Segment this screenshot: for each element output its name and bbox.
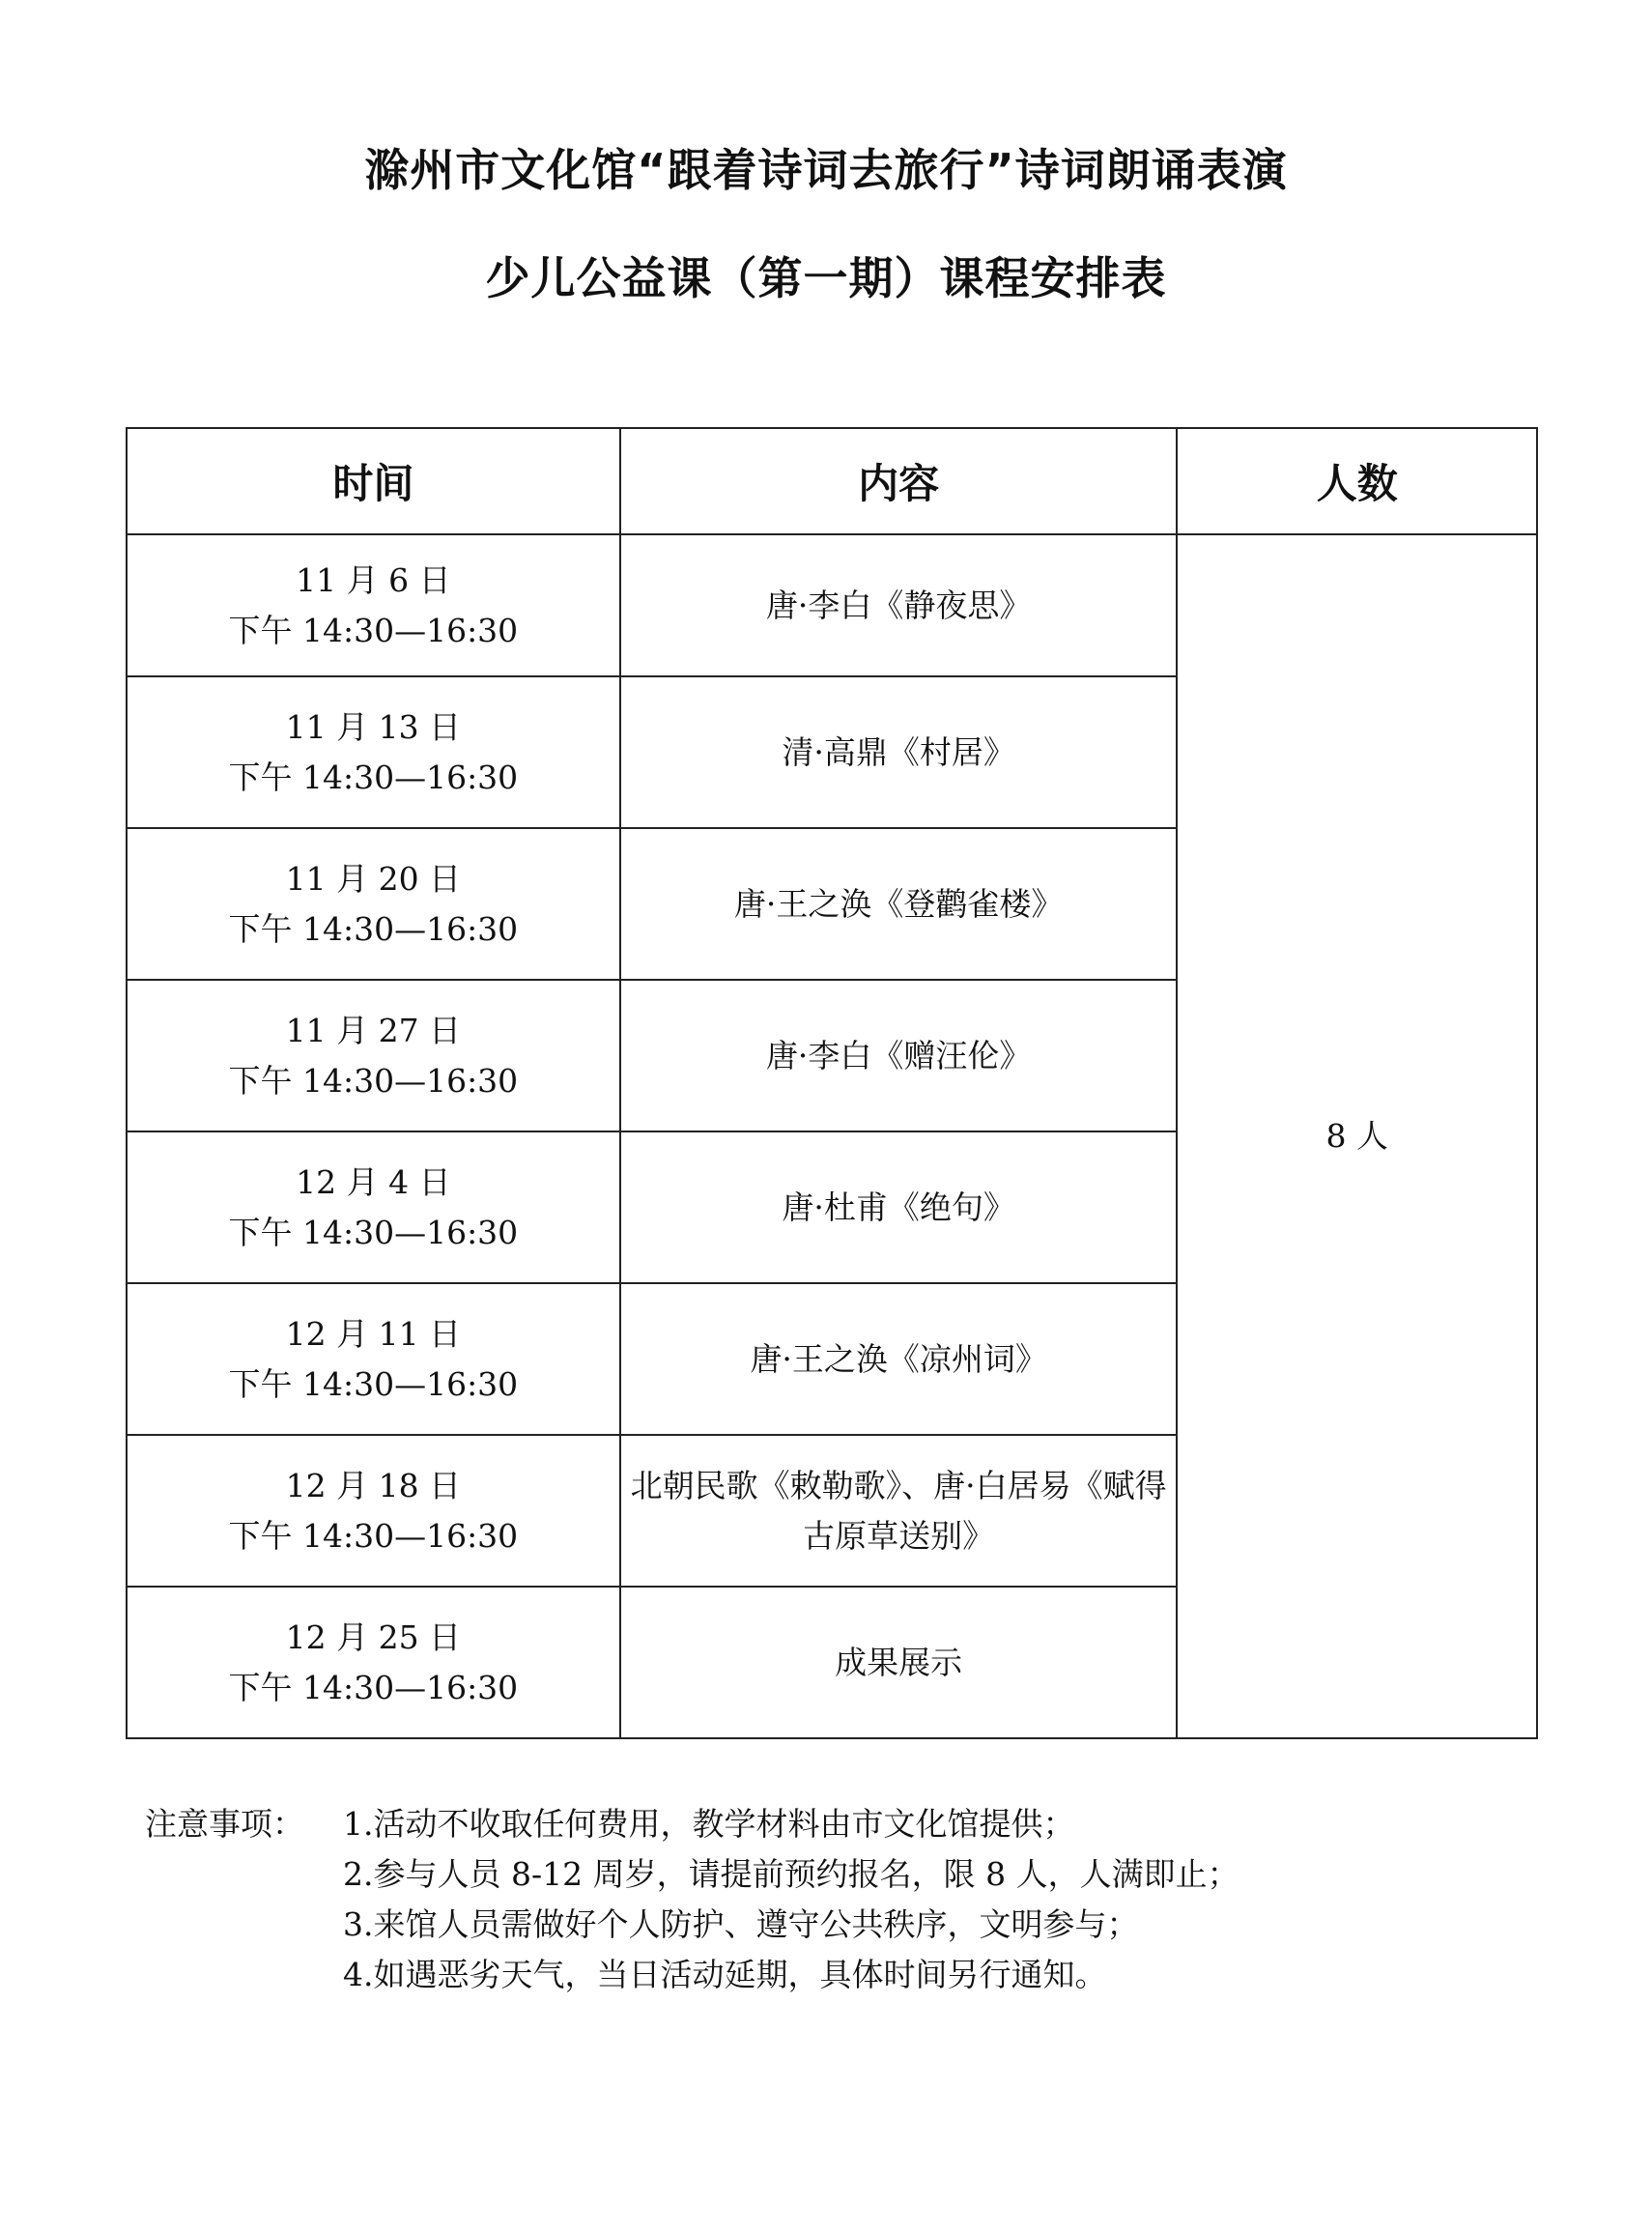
date-text: 11 月 13 日 [285, 708, 462, 747]
time-cell [127, 828, 620, 980]
time-text: 下午 14:30—16:30 [228, 1516, 519, 1555]
header-time: 时间 [127, 428, 620, 534]
note-item [145, 1799, 1239, 1849]
date-text: 11 月 20 日 [285, 860, 462, 899]
content-cell: 北朝民歌《敕勒歌》、唐·白居易《赋得古原草送别》 [620, 1435, 1178, 1587]
date-text: 11 月 6 日 [296, 561, 451, 600]
content-cell: 唐·李白《赠汪伦》 [620, 980, 1178, 1131]
content-cell: 唐·杜甫《绝句》 [620, 1131, 1178, 1283]
time-text: 下午 14:30—16:30 [228, 1061, 519, 1100]
content-cell: 唐·王之涣《凉州词》 [620, 1283, 1178, 1435]
time-text: 下午 14:30—16:30 [228, 1213, 519, 1251]
note-text: 1.活动不收取任何费用，教学材料由市文化馆提供； [343, 1805, 1075, 1843]
count-cell: 8 人 [1177, 534, 1537, 1738]
schedule-table [126, 427, 1538, 1739]
time-cell [127, 534, 620, 676]
header-content: 内容 [620, 428, 1178, 534]
time-cell [127, 980, 620, 1131]
note-text: 2.参与人员 8-12 周岁，请提前预约报名，限 8 人，人满即止； [343, 1855, 1239, 1893]
content-cell: 清·高鼎《村居》 [620, 676, 1178, 828]
time-cell [127, 1435, 620, 1587]
time-text: 下午 14:30—16:30 [228, 611, 519, 649]
time-text: 下午 14:30—16:30 [228, 1668, 519, 1706]
time-cell [127, 1131, 620, 1283]
note-text: 3.来馆人员需做好个人防护、遵守公共秩序，文明参与； [343, 1905, 1139, 1943]
date-text: 12 月 18 日 [285, 1467, 462, 1505]
page-title-line1: 滁州市文化馆“跟着诗词去旅行”诗词朗诵表演 [364, 144, 1288, 196]
table-header-row [127, 428, 1537, 534]
note-item [145, 1849, 1239, 1900]
content-cell: 成果展示 [620, 1587, 1178, 1738]
header-count: 人数 [1177, 428, 1537, 534]
date-text: 12 月 4 日 [296, 1163, 451, 1202]
time-text: 下午 14:30—16:30 [228, 1364, 519, 1403]
time-cell [127, 1283, 620, 1435]
time-text: 下午 14:30—16:30 [228, 909, 519, 948]
notes-section [145, 1799, 1239, 2000]
note-text: 4.如遇恶劣天气，当日活动延期，具体时间另行通知。 [343, 1956, 1107, 1993]
time-text: 下午 14:30—16:30 [228, 758, 519, 796]
content-cell: 唐·李白《静夜思》 [620, 534, 1178, 676]
date-text: 12 月 11 日 [285, 1315, 462, 1354]
time-cell [127, 1587, 620, 1738]
time-cell [127, 676, 620, 828]
page-title-line2: 少儿公益课（第一期）课程安排表 [485, 252, 1167, 304]
notes-label: 注意事项： [145, 1805, 304, 1843]
table-row [127, 534, 1537, 676]
date-text: 12 月 25 日 [285, 1618, 462, 1657]
note-item [145, 1950, 1239, 2000]
note-item [145, 1900, 1239, 1950]
date-text: 11 月 27 日 [285, 1012, 462, 1050]
content-cell: 唐·王之涣《登鹳雀楼》 [620, 828, 1178, 980]
